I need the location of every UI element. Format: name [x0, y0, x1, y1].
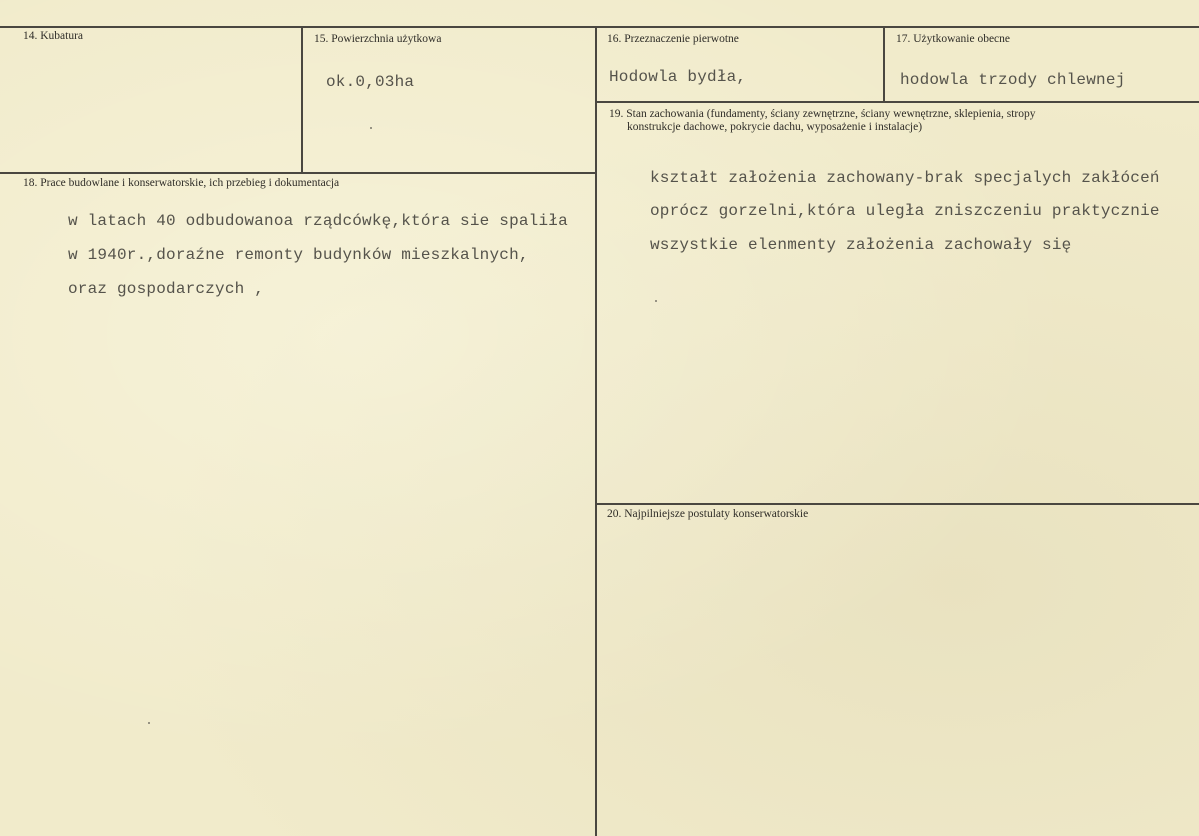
field-19-line-1: kształt założenia zachowany-brak specjalych zakłóceń: [650, 169, 1160, 187]
field-18-line-2: w 1940r.,doraźne remonty budynków mieszkalnych,: [68, 246, 529, 264]
divider-19-20: [595, 503, 1199, 505]
divider-16-19: [595, 101, 1199, 103]
field-18-line-3: oraz gospodarczych ,: [68, 280, 265, 298]
divider-14-15: [301, 26, 303, 172]
field-17-label: 17. Użytkowanie obecne: [896, 33, 1011, 45]
stray-mark: [370, 127, 372, 129]
top-border: [0, 26, 1199, 28]
stray-mark: [148, 722, 150, 724]
field-16-label: 16. Przeznaczenie pierwotne: [607, 33, 739, 45]
field-18-line-1: w latach 40 odbudowanoa rządcówkę,która sie spaliła: [68, 212, 568, 230]
field-16-value: Hodowla bydła,: [609, 68, 747, 86]
field-19-line-3: wszystkie elenmenty założenia zachowały się: [650, 236, 1072, 254]
divider-16-17: [883, 26, 885, 102]
field-15-value: ok.0,03ha: [326, 73, 415, 91]
field-19-label-line2: konstrukcje dachowe, pokrycie dachu, wyposażenie i instalacje): [627, 121, 923, 133]
stray-mark: [655, 300, 657, 302]
field-20-label: 20. Najpilniejsze postulaty konserwatorskie: [607, 508, 809, 520]
field-17-value: hodowla trzody chlewnej: [900, 71, 1126, 89]
field-18-label: 18. Prace budowlane i konserwatorskie, ich przebieg i dokumentacja: [23, 177, 340, 189]
divider-15-18: [0, 172, 595, 174]
main-vertical-divider: [595, 26, 597, 836]
field-15-label: 15. Powierzchnia użytkowa: [314, 33, 442, 45]
field-19-label-line1: 19. Stan zachowania (fundamenty, ściany zewnętrzne, ściany wewnętrzne, sklepienia, stropy: [609, 108, 1036, 120]
field-14-label: 14. Kubatura: [23, 30, 84, 42]
field-19-line-2: oprócz gorzelni,która uległa zniszczeniu praktycznie: [650, 202, 1160, 220]
